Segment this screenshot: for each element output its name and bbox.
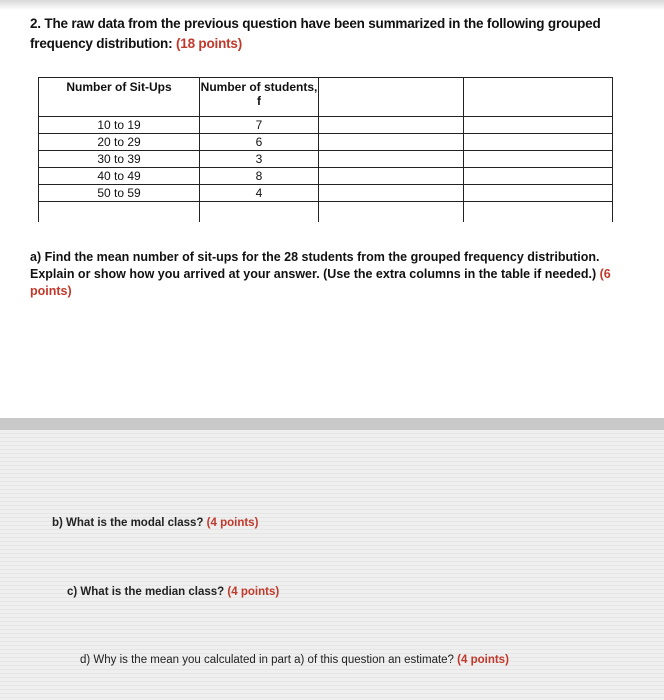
extra-cell[interactable] <box>319 117 464 134</box>
extra-cell[interactable] <box>464 185 613 202</box>
extra-cell[interactable] <box>319 134 464 151</box>
frequency-cell: 7 <box>200 117 319 134</box>
frequency-table <box>38 77 613 222</box>
empty-cell[interactable] <box>464 202 613 223</box>
intro-text: 2. The raw data from the previous question have been summarized in the following grouped frequency distribution: <box>30 16 601 51</box>
header-students: Number of students, f <box>200 78 319 117</box>
class-cell: 20 to 29 <box>39 134 200 151</box>
extra-cell[interactable] <box>319 185 464 202</box>
question-d <box>80 654 509 666</box>
extra-cell[interactable] <box>464 117 613 134</box>
question-c-points: (4 points) <box>227 586 280 598</box>
question-intro <box>30 14 630 54</box>
header-sit-ups: Number of Sit-Ups <box>39 78 200 117</box>
frequency-cell: 6 <box>200 134 319 151</box>
question-b-points: (4 points) <box>206 517 259 529</box>
extra-cell[interactable] <box>319 168 464 185</box>
frequency-cell: 4 <box>200 185 319 202</box>
class-cell: 50 to 59 <box>39 185 200 202</box>
empty-cell[interactable] <box>200 202 319 223</box>
question-d-text: d) Why is the mean you calculated in part a) of this question an estimate? <box>80 654 454 666</box>
table-row <box>39 151 613 168</box>
frequency-cell: 3 <box>200 151 319 168</box>
extra-cell[interactable] <box>464 168 613 185</box>
class-cell: 30 to 39 <box>39 151 200 168</box>
table-row <box>39 168 613 185</box>
question-a <box>30 249 620 300</box>
table-row <box>39 117 613 134</box>
frequency-cell: 8 <box>200 168 319 185</box>
question-c-text: c) What is the median class? <box>67 586 225 598</box>
empty-cell[interactable] <box>39 202 200 223</box>
question-a-points: (6 points) <box>30 267 611 298</box>
header-extra-1[interactable] <box>319 78 464 117</box>
empty-cell[interactable] <box>319 202 464 223</box>
question-d-points: (4 points) <box>457 654 509 666</box>
header-extra-2[interactable] <box>464 78 613 117</box>
divider-strip <box>0 418 664 430</box>
class-cell: 10 to 19 <box>39 117 200 134</box>
extra-cell[interactable] <box>464 151 613 168</box>
table-row <box>39 134 613 151</box>
panel-shadow <box>0 0 664 10</box>
intro-points: (18 points) <box>175 36 243 51</box>
extra-cell[interactable] <box>319 151 464 168</box>
table-row <box>39 185 613 202</box>
table-row-empty <box>39 202 613 223</box>
extra-cell[interactable] <box>464 134 613 151</box>
question-b-text: b) What is the modal class? <box>52 517 204 529</box>
question-c <box>67 586 279 598</box>
question-b <box>52 517 258 529</box>
question-a-text: a) Find the mean number of sit-ups for the 28 students from the grouped frequency distribution. Explain or show how you arrived at your answer. (Use the extra columns in the table if needed.) <box>30 250 600 281</box>
class-cell: 40 to 49 <box>39 168 200 185</box>
table-header-row <box>39 78 613 117</box>
